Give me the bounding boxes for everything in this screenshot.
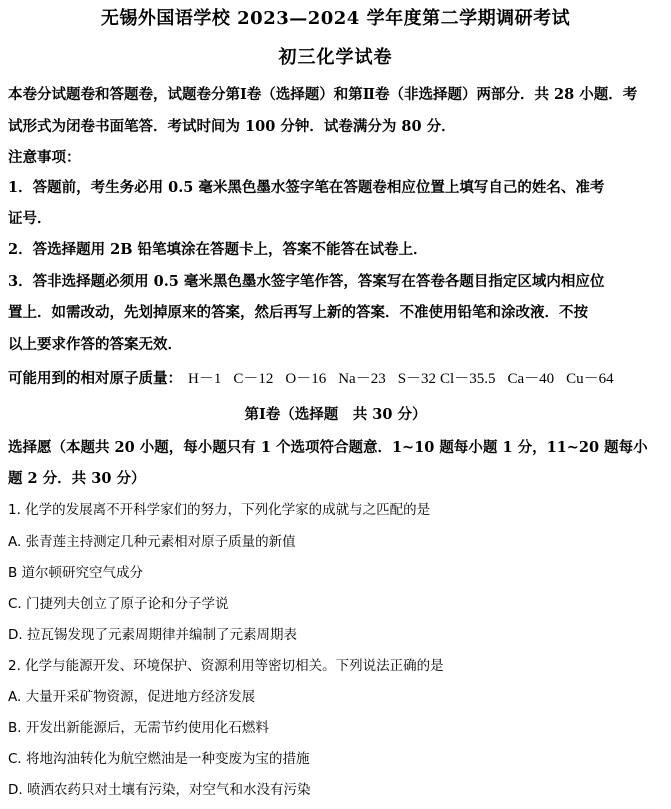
exam-subtitle: 初三化学试卷	[278, 47, 393, 68]
mass-h: H－1	[188, 371, 222, 387]
question-1-option-b: B 道尔顿研究空气成分	[8, 565, 144, 581]
note-2: 2．答选择题用 2B 铅笔填涂在答题卡上，答案不能答在试卷上．	[8, 241, 428, 258]
mass-cl: Cl－35.5	[440, 371, 496, 387]
intro-line-1: 本卷分试题卷和答题卷，试题卷分第Ⅰ卷（选择题）和第Ⅱ卷（非选择题）两部分．共 28 小题．考	[8, 86, 638, 103]
section-1-instructions-line-1: 选择愿（本题共 20 小题，每小题只有 1 个选项符合题意．1~10 题每小题 1 分，11~20 题每小	[8, 439, 648, 456]
atomic-masses-values	[188, 371, 614, 387]
mass-c: C－12	[233, 371, 274, 387]
mass-o: O－16	[285, 371, 327, 387]
atomic-masses-label: 可能用到的相对原子质量：	[8, 370, 182, 387]
section-1-heading: 第Ⅰ卷（选择题 共 30 分）	[244, 406, 427, 423]
question-1-stem: 1. 化学的发展离不开科学家们的努力，下列化学家的成就与之匹配的是	[8, 502, 431, 518]
atomic-masses-row	[8, 369, 614, 389]
notes-heading: 注意事项：	[8, 149, 81, 166]
mass-cu: Cu－64	[566, 371, 614, 387]
note-3-line-3: 以上要求作答的答案无效．	[8, 336, 182, 353]
mass-na: Na－23	[338, 371, 386, 387]
mass-s: S－32	[397, 371, 437, 387]
intro-line-2: 试形式为闭卷书面笔答．考试时间为 100 分钟．试卷满分为 80 分．	[8, 118, 456, 135]
question-1-option-a: A. 张青莲主持测定几种元素相对原子质量的新值	[8, 534, 296, 550]
note-3-line-1: 3．答非选择题必须用 0.5 毫米黑色墨水签字笔作答，答案写在答卷各题目指定区域内相应位	[8, 273, 605, 290]
exam-title: 无锡外国语学校 2023—2024 学年度第二学期调研考试	[100, 8, 571, 29]
note-1-line-1: 1．答题前，考生务必用 0.5 毫米黑色墨水签字笔在答题卷相应位置上填写自己的姓名、准考	[8, 179, 605, 196]
question-2-option-b: B. 开发出新能源后，无需节约使用化石燃料	[8, 720, 269, 736]
note-1-line-2: 证号．	[8, 210, 52, 227]
question-2-option-d: D. 喷洒农药只对土壤有污染，对空气和水没有污染	[8, 782, 311, 798]
question-1-option-c: C. 门捷列夫创立了原子论和分子学说	[8, 596, 229, 612]
mass-ca: Ca－40	[507, 371, 555, 387]
section-1-instructions-line-2: 题 2 分．共 30 分）	[8, 470, 146, 487]
question-2-option-c: C. 将地沟油转化为航空燃油是一种变废为宝的措施	[8, 751, 310, 767]
question-2-stem: 2. 化学与能源开发、环境保护、资源利用等密切相关。下列说法正确的是	[8, 658, 444, 674]
question-2-option-a: A. 大量开采矿物资源，促进地方经济发展	[8, 689, 256, 705]
question-1-option-d: D. 拉瓦锡发现了元素周期律并编制了元素周期表	[8, 627, 297, 643]
note-3-line-2: 置上．如需改动，先划掉原来的答案，然后再写上新的答案．不准使用铅笔和涂改液．不按	[8, 304, 588, 321]
